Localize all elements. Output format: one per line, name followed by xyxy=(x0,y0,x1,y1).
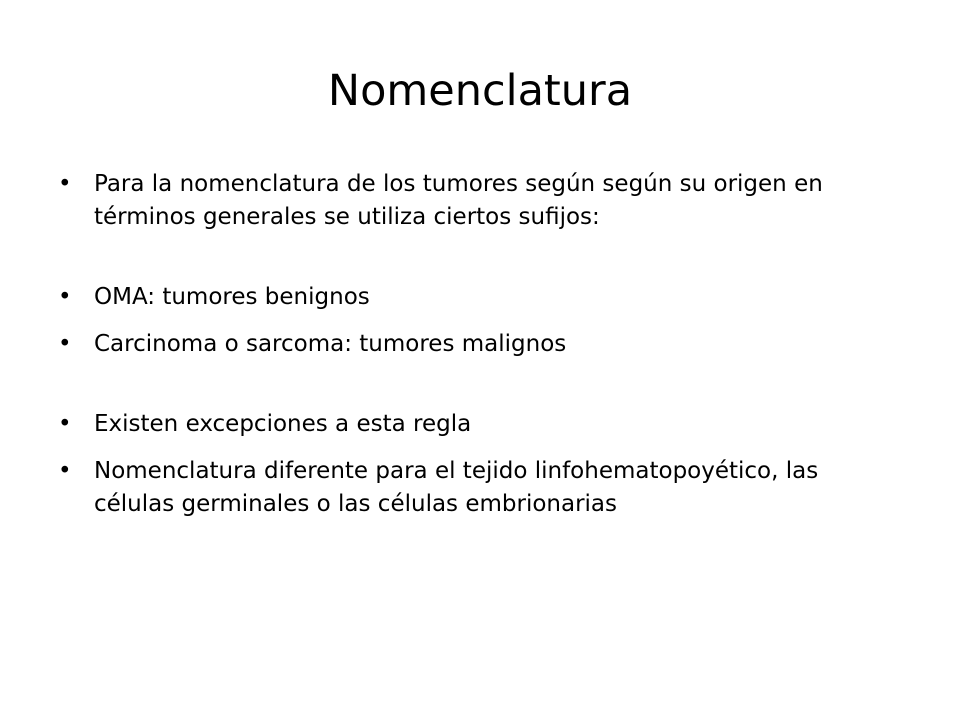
list-item xyxy=(58,408,858,441)
list-item xyxy=(58,281,858,314)
bullet-icon: • xyxy=(58,284,72,310)
list-item-text: Para la nomenclatura de los tumores según según su origen en términos generales se utiliza ciertos sufijos: xyxy=(94,171,823,230)
list-item xyxy=(58,328,858,361)
list-item-text: Carcinoma o sarcoma: tumores malignos xyxy=(94,331,567,357)
bullet-icon: • xyxy=(58,331,72,357)
list-item-text: Nomenclatura diferente para el tejido linfohematopoyético, las células germinales o las células embrionarias xyxy=(94,458,819,517)
list-item xyxy=(58,455,858,521)
bullet-icon: • xyxy=(58,411,72,437)
slide-title: Nomenclatura xyxy=(327,66,633,116)
bullet-list xyxy=(58,168,858,521)
list-item xyxy=(58,168,858,234)
list-item-text: OMA: tumores benignos xyxy=(94,284,370,310)
list-item-text: Existen excepciones a esta regla xyxy=(94,411,472,437)
bullet-icon: • xyxy=(58,458,72,484)
bullet-icon: • xyxy=(58,171,72,197)
